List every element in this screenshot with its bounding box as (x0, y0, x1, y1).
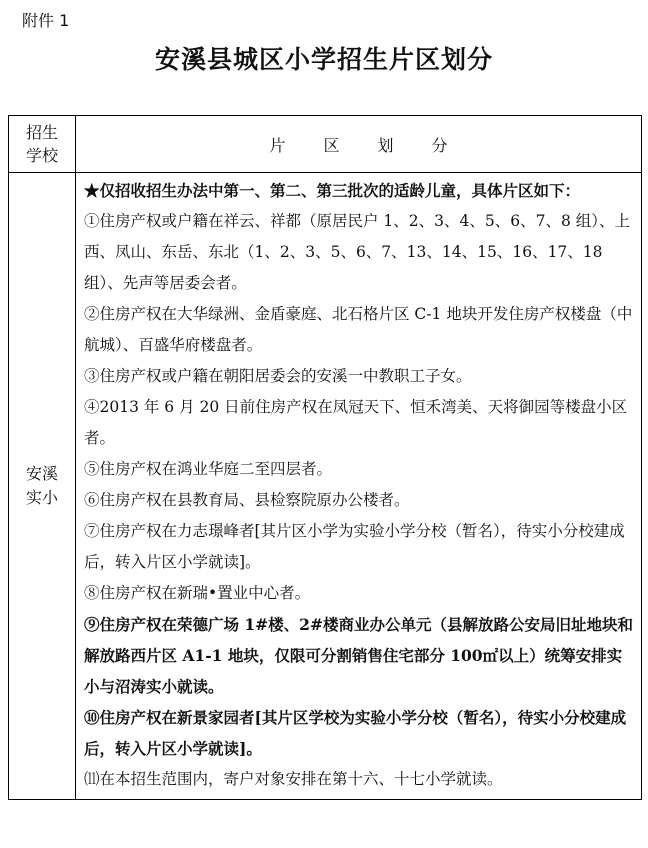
zone-line-11: ⑾在本招生范围内，寄户对象安排在第十六、十七小学就读。 (84, 770, 503, 788)
table-row (9, 173, 642, 800)
zone-line-10: ⑩住房产权在新景家园者[其片区学校为实验小学分校（暂名），待实小分校建成后，转入片区小学就读]。 (84, 708, 627, 758)
zone-line-3: ③住房产权或户籍在朝阳居委会的安溪一中教职工子女。 (84, 367, 472, 385)
school-name-cell: 安溪实小 (9, 173, 76, 800)
zone-line-2: ②住房产权在大华绿洲、金盾豪庭、北石格片区 C-1 地块开发住房产权楼盘（中航城）、百盛华府楼盘者。 (84, 305, 633, 354)
zone-line-intro: ★仅招收招生办法中第一、第二、第三批次的适龄儿童，具体片区如下： (84, 181, 581, 200)
zone-line-1: ①住房产权或户籍在祥云、祥都（原居民户 1、2、3、4、5、6、7、8 组）、上西、凤山、东岳、东北（1、2、3、5、6、7、13、14、15、16、17、18 组）、先声等居委会者。 (84, 212, 630, 292)
zone-description-cell (76, 173, 642, 800)
zone-line-9: ⑨住房产权在荣德广场 1#楼、2#楼商业办公单元（县解放路公安局旧址地块和解放路西片区 A1-1 地块，仅限可分割销售住宅部分 100㎡以上）统筹安排实小与沼涛实小就读。 (84, 615, 633, 696)
header-school: 招生学校 (9, 116, 76, 173)
page-title: 安溪县城区小学招生片区划分 (154, 45, 493, 74)
zone-line-8: ⑧住房产权在新瑞•置业中心者。 (84, 584, 311, 602)
attachment-label: 附件 1 (22, 11, 70, 30)
zone-line-6: ⑥住房产权在县教育局、县检察院原办公楼者。 (84, 491, 410, 509)
zone-line-5: ⑤住房产权在鸿业华庭二至四层者。 (84, 460, 333, 478)
table-header-row (9, 116, 642, 173)
zone-line-4: ④2013 年 6 月 20 日前住房产权在凤冠天下、恒禾湾美、天将御园等楼盘小区者。 (84, 398, 628, 447)
zone-line-7: ⑦住房产权在力志璟峰者[其片区小学为实验小学分校（暂名），待实小分校建成后，转入片区小学就读]。 (84, 522, 625, 571)
zone-table (8, 115, 642, 800)
header-zone: 片区划分 (76, 116, 642, 173)
